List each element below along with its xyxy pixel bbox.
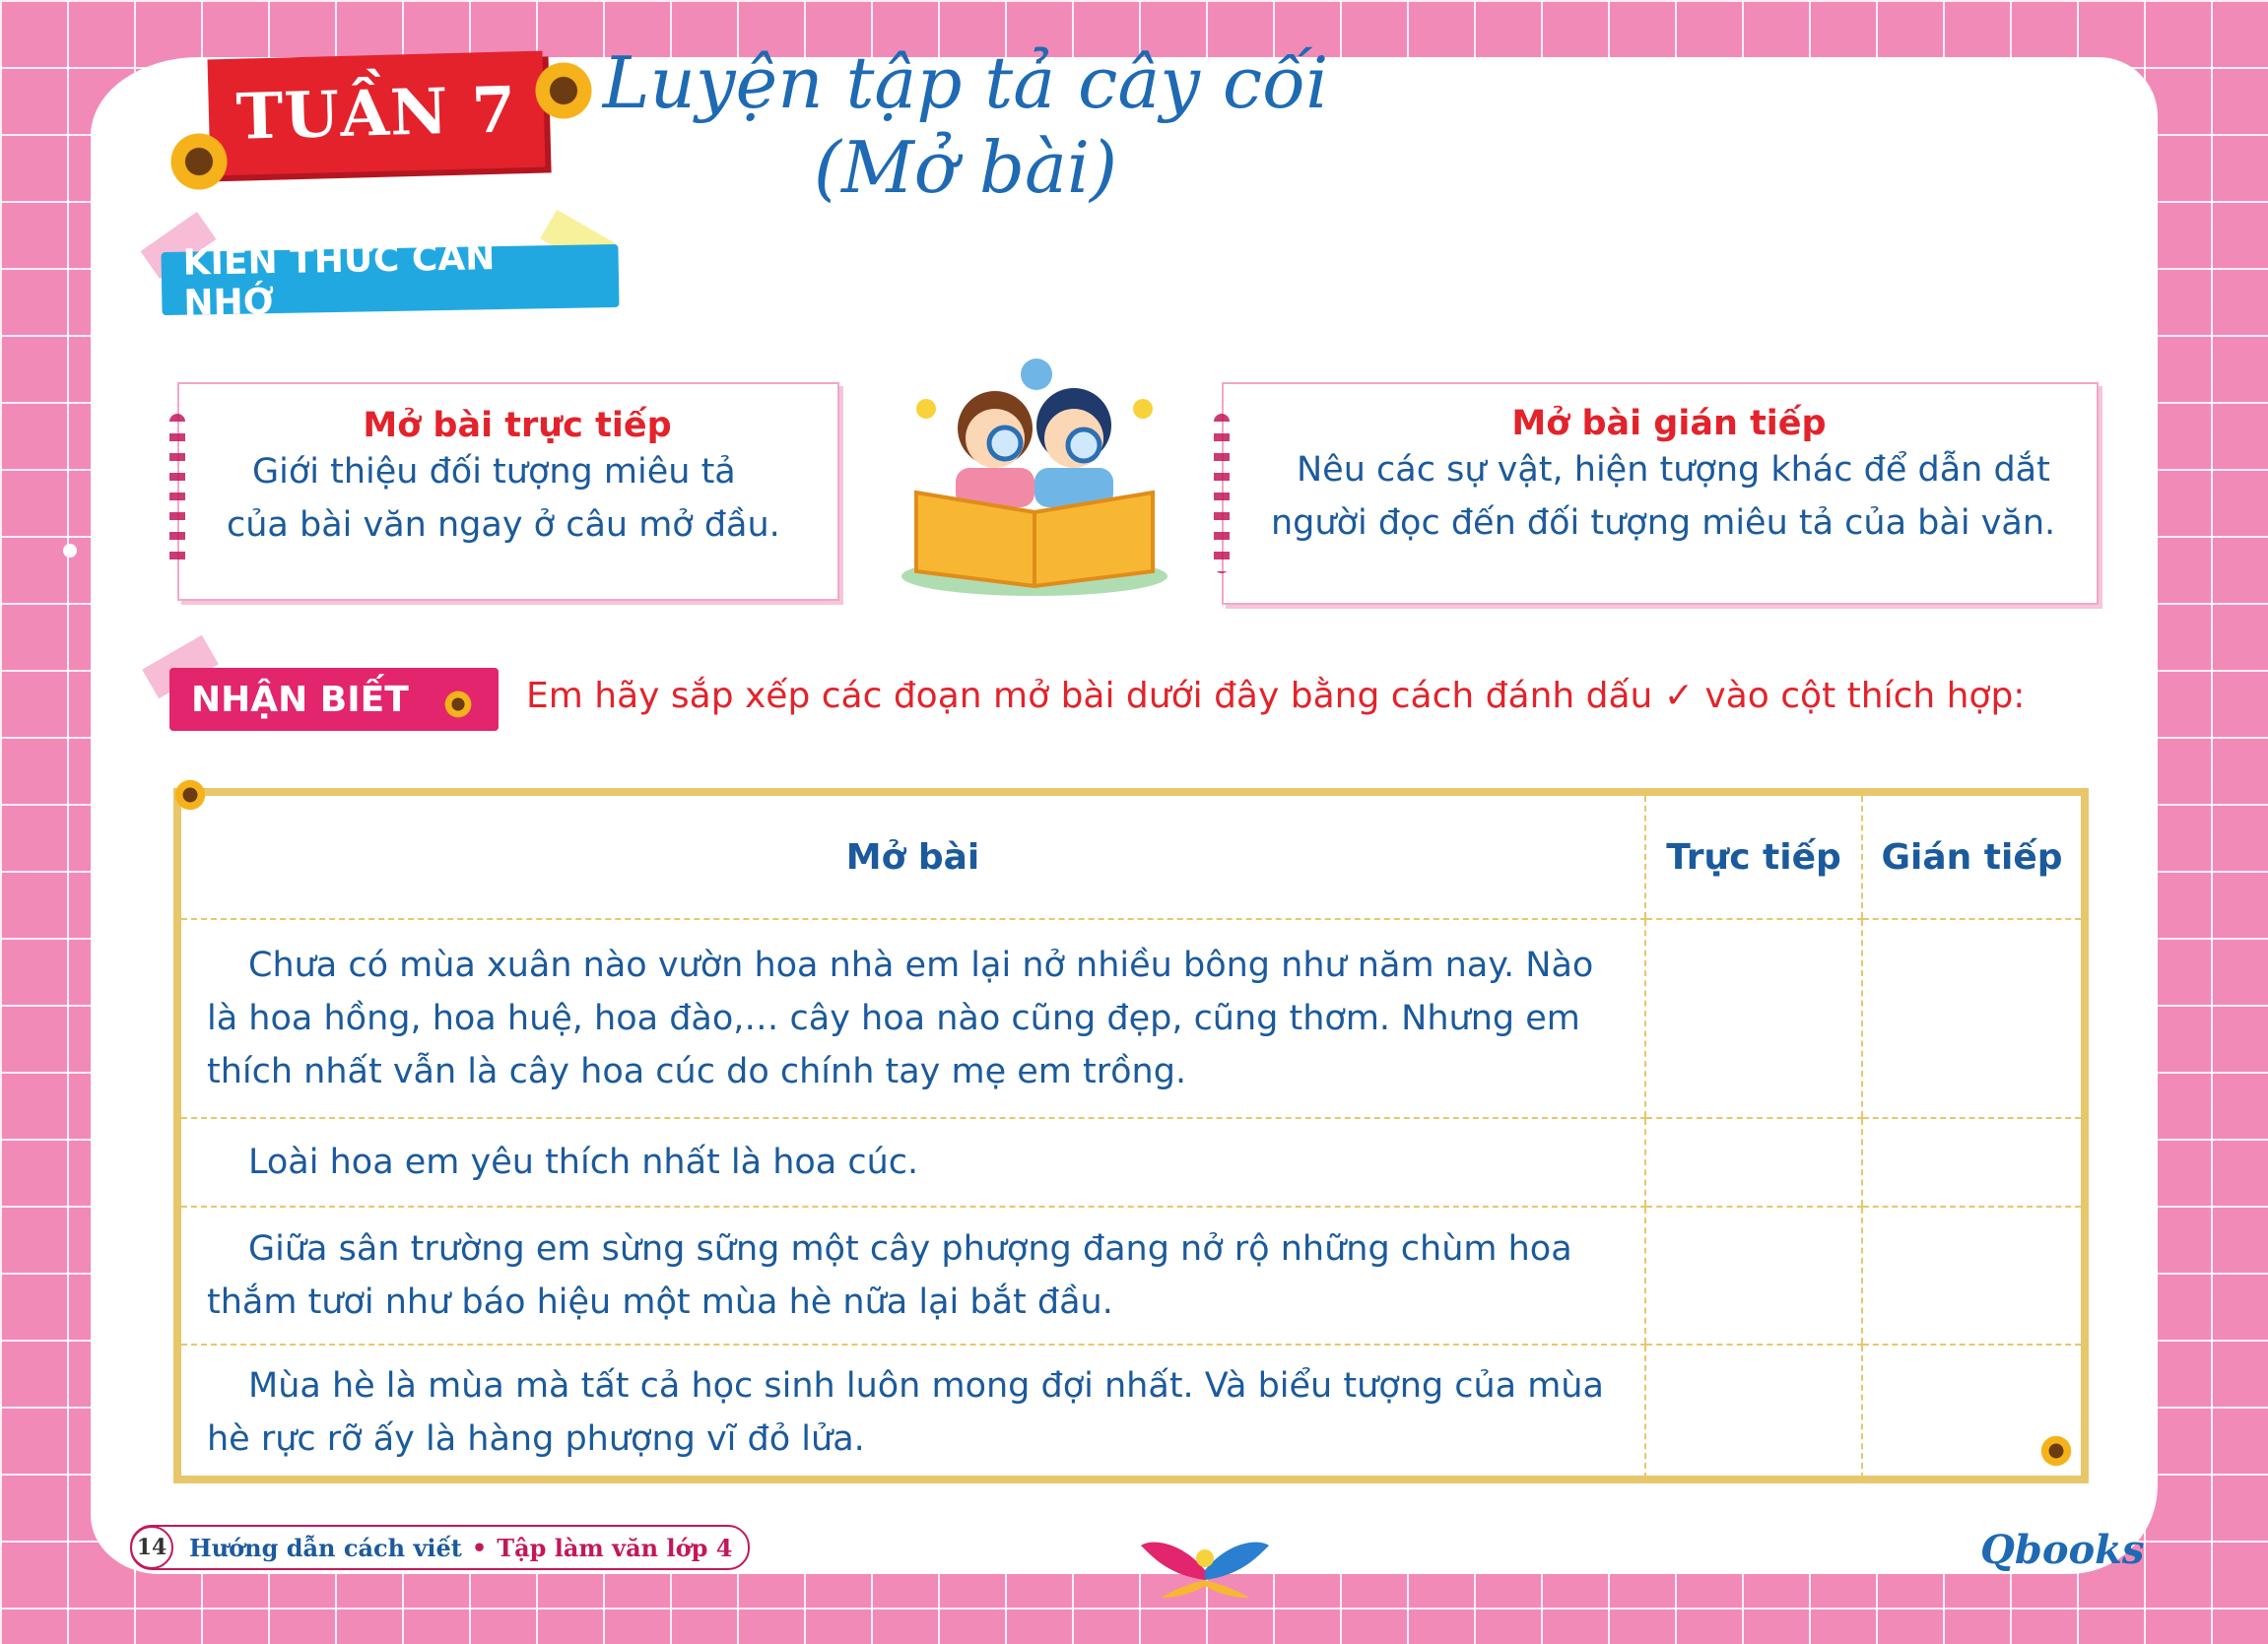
knowledge-tag-label: KIẾN THỨC CẦN NHỚ <box>182 237 496 324</box>
indirect-check-cell[interactable] <box>1862 1118 2081 1207</box>
week-label: TUẦN 7 <box>234 72 518 155</box>
book-title: Hướng dẫn cách viết <box>189 1533 462 1562</box>
exercise-table <box>173 788 2089 1483</box>
direct-check-cell[interactable] <box>1645 1345 1862 1479</box>
instruction-text: Em hãy sắp xếp các đoạn mở bài dưới đây bằng cách đánh dấu ✓ vào cột thích hợp: <box>526 676 2026 716</box>
recognize-tag-label: NHẬN BIẾT <box>191 679 409 720</box>
opening-text: Loài hoa em yêu thích nhất là hoa cúc. <box>181 1118 1645 1207</box>
flower-icon <box>443 690 473 719</box>
sunflower-icon <box>167 130 231 193</box>
header-indirect: Gián tiếp <box>1862 796 2081 919</box>
publisher-logo: Qbooks <box>1980 1527 2145 1573</box>
table-row <box>181 919 2081 1118</box>
card-indirect-text: Nêu các sự vật, hiện tượng khác để dẫn dắt người đọc đến đối tượng miêu tả của bài văn. <box>1271 450 2056 543</box>
indirect-check-cell[interactable] <box>1862 919 2081 1118</box>
flower-icon <box>2039 1434 2073 1468</box>
opening-text: Giữa sân trường em sừng sững một cây phượng đang nở rộ những chùm hoa thắm tươi như báo hiệu một mùa hè nữa lại bắt đầu. <box>181 1207 1645 1345</box>
header-direct: Trực tiếp <box>1645 796 1862 919</box>
knowledge-tag <box>161 237 619 324</box>
opening-text: Mùa hè là mùa mà tất cả học sinh luôn mong đợi nhất. Và biểu tượng của mùa hè rực rỡ ấy là hàng phượng vĩ đỏ lửa. <box>207 1365 1604 1459</box>
decorative-dot <box>63 544 77 558</box>
card-indirect-heading: Mở bài gián tiếp <box>1511 404 1827 443</box>
flower-icon <box>173 778 207 812</box>
page-number: 14 <box>130 1526 173 1569</box>
card-direct-heading: Mở bài trực tiếp <box>363 406 672 445</box>
opening-text: Chưa có mùa xuân nào vườn hoa nhà em lại nở nhiều bông như năm nay. Nào là hoa hồng, hoa huệ, hoa đào,… cây hoa nào cũng đẹp, cũng thơm. Nhưng em thích nhất vẫn là cây hoa cúc do chính tay mẹ em trồng. <box>181 919 1645 1118</box>
book-subtitle: Tập làm văn lớp 4 <box>497 1533 733 1562</box>
footer-book-info <box>130 1525 750 1570</box>
card-direct-text: Giới thiệu đối tượng miêu tả của bài văn ngay ở câu mở đầu. <box>227 452 780 545</box>
header-opening: Mở bài <box>181 796 1645 919</box>
footer-separator: • <box>471 1533 488 1562</box>
table-row <box>181 1118 2081 1207</box>
direct-check-cell[interactable] <box>1645 1118 1862 1207</box>
spiral-binding <box>169 414 185 569</box>
children-reading-illustration <box>887 345 1182 601</box>
spiral-binding <box>1214 414 1230 573</box>
table-header-row <box>181 796 2081 919</box>
table-row <box>181 1207 2081 1345</box>
wings-emblem-icon <box>1141 1531 1269 1600</box>
direct-check-cell[interactable] <box>1645 1207 1862 1345</box>
direct-check-cell[interactable] <box>1645 919 1862 1118</box>
page-title: Luyện tập tả cây cối <box>602 41 1329 124</box>
card-indirect-opening <box>1222 382 2099 605</box>
card-direct-opening <box>177 382 839 601</box>
page-subtitle: (Mở bài) <box>813 126 1118 209</box>
table-row <box>181 1345 2081 1479</box>
indirect-check-cell[interactable] <box>1862 1207 2081 1345</box>
